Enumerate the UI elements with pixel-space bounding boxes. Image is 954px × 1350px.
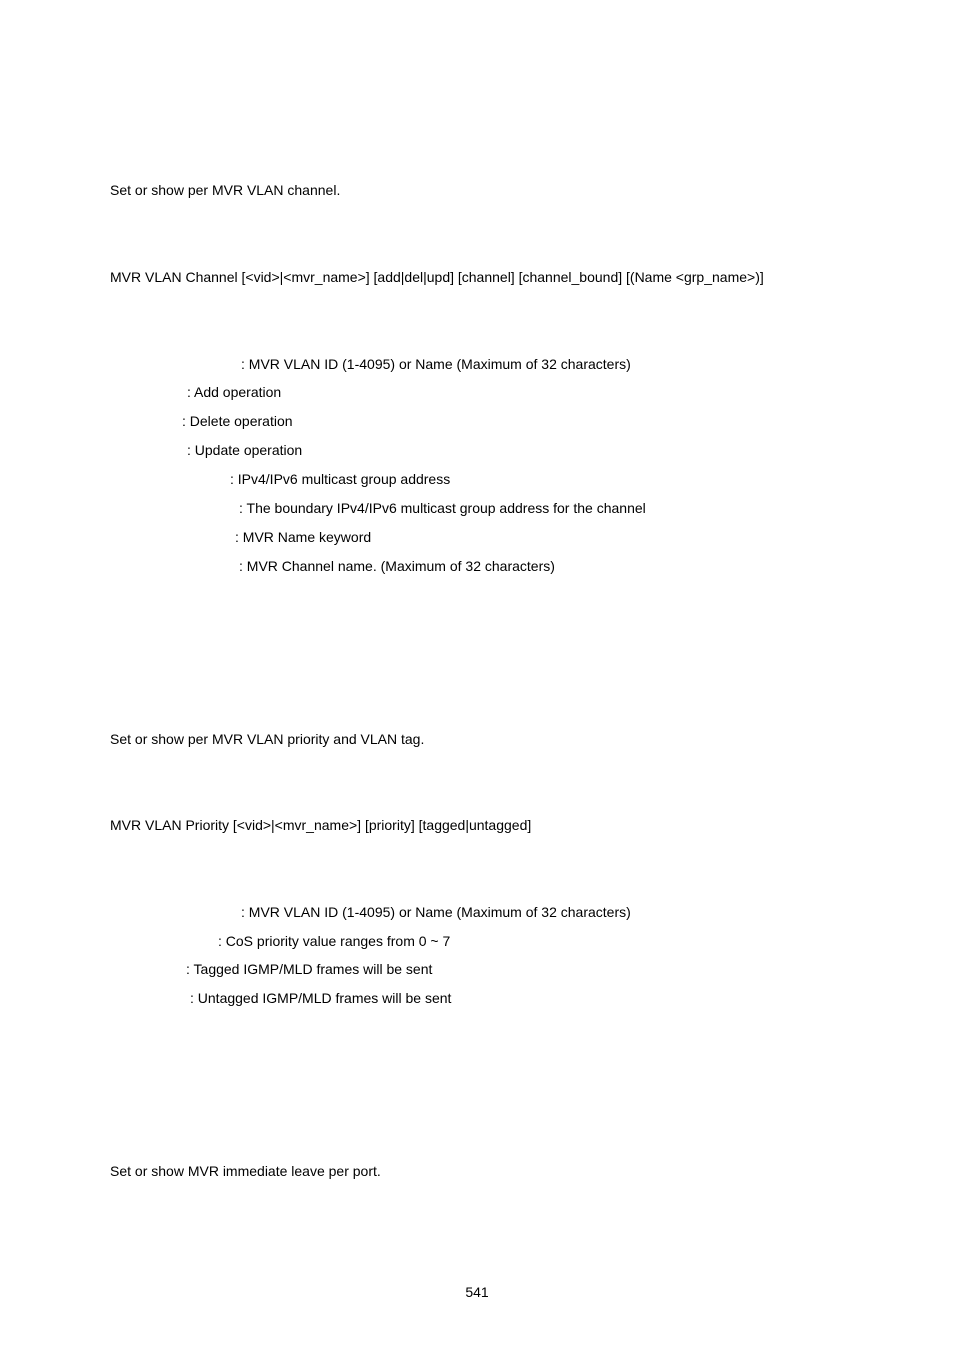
- section2-param-tagged: : Tagged IGMP/MLD frames will be sent: [186, 961, 433, 977]
- section1-param-channel: : IPv4/IPv6 multicast group address: [230, 471, 451, 487]
- section1-param-upd: : Update operation: [187, 442, 303, 458]
- section2-param-vid-mvr-name: : MVR VLAN ID (1-4095) or Name (Maximum of 32 characters): [241, 904, 631, 920]
- section1-param-grp-name: : MVR Channel name. (Maximum of 32 characters): [239, 558, 555, 574]
- section1-param-channel-bound: : The boundary IPv4/IPv6 multicast group address for the channel: [239, 500, 646, 516]
- section2-syntax: MVR VLAN Priority [<vid>|<mvr_name>] [priority] [tagged|untagged]: [110, 817, 532, 833]
- section1-syntax: MVR VLAN Channel [<vid>|<mvr_name>] [add|del|upd] [channel] [channel_bound] [(Name <grp_name>)]: [110, 269, 764, 285]
- section2-description: Set or show per MVR VLAN priority and VLAN tag.: [110, 731, 425, 747]
- section1-description: Set or show per MVR VLAN channel.: [110, 182, 341, 198]
- section1-param-add: : Add operation: [187, 384, 282, 400]
- section1-param-del: : Delete operation: [182, 413, 293, 429]
- section2-param-untagged: : Untagged IGMP/MLD frames will be sent: [190, 990, 452, 1006]
- section3-description: Set or show MVR immediate leave per port.: [110, 1163, 381, 1179]
- section1-param-name-keyword: : MVR Name keyword: [235, 529, 372, 545]
- section2-param-priority: : CoS priority value ranges from 0 ~ 7: [218, 933, 451, 949]
- section1-param-vid-mvr-name: : MVR VLAN ID (1-4095) or Name (Maximum of 32 characters): [241, 356, 631, 372]
- page-number: 541: [465, 1284, 489, 1300]
